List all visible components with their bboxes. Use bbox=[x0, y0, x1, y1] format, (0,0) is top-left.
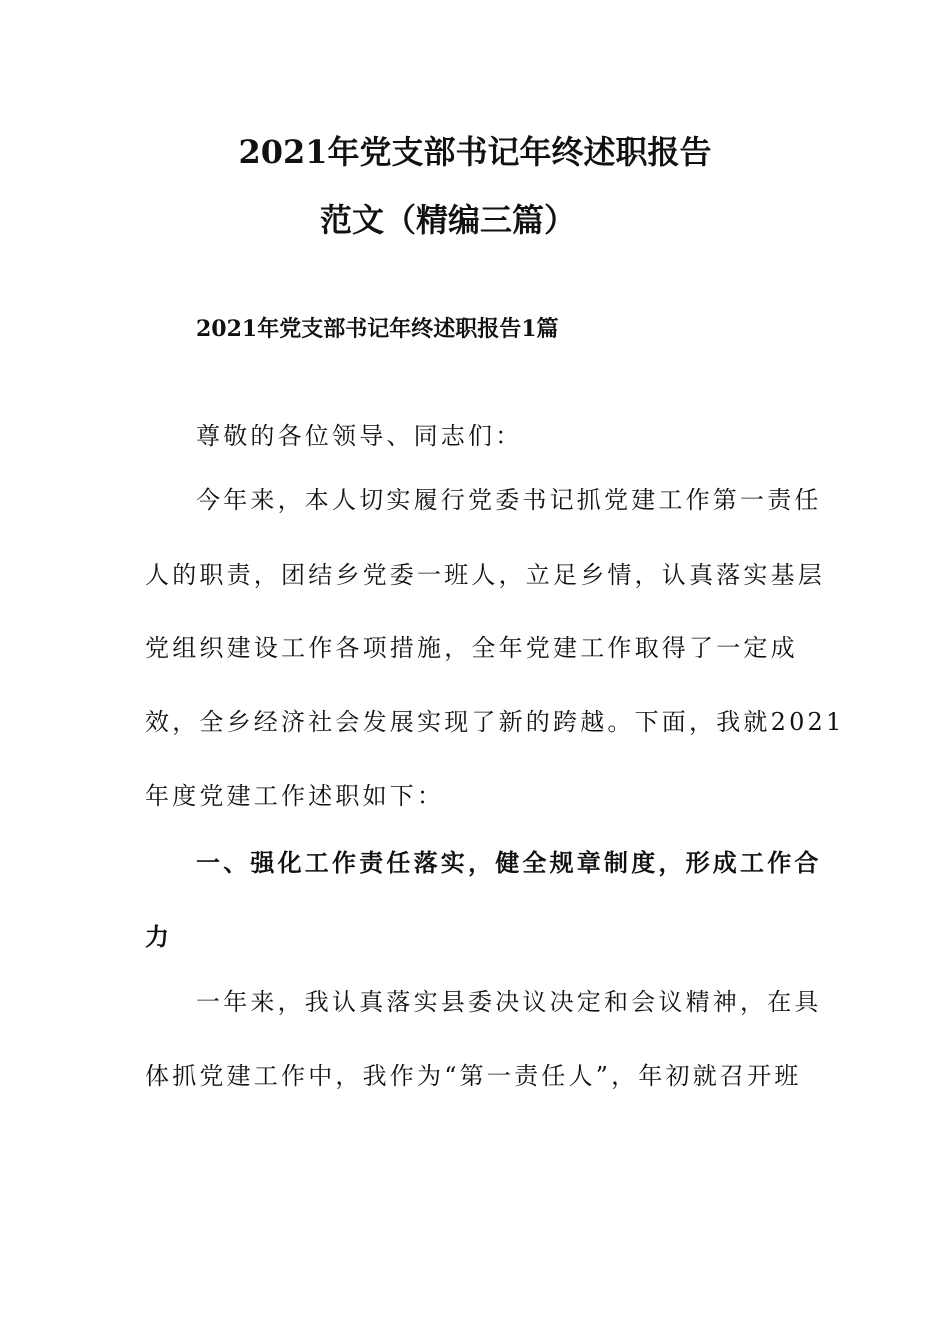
body-line-5: 年度党建工作述职如下： bbox=[145, 782, 445, 810]
body-line-1: 今年来，本人切实履行党委书记抓党建工作第一责任 bbox=[196, 486, 822, 514]
body-line-2: 人的职责，团结乡党委一班人，立足乡情，认真落实基层 bbox=[145, 561, 825, 589]
document-title-line-2: 范文（精编三篇） bbox=[319, 201, 576, 239]
body-line-7: 体抓党建工作中，我作为“第一责任人”，年初就召开班 bbox=[145, 1062, 802, 1090]
heading-1-line-2: 力 bbox=[145, 922, 173, 951]
salutation-line: 尊敬的各位领导、同志们： bbox=[196, 422, 523, 450]
heading-1-line-1: 一、强化工作责任落实，健全规章制度，形成工作合 bbox=[196, 848, 822, 877]
body-line-3: 党组织建设工作各项措施，全年党建工作取得了一定成 bbox=[145, 634, 798, 662]
body-line-6: 一年来，我认真落实县委决议决定和会议精神，在具 bbox=[196, 988, 822, 1016]
body-line-4: 效，全乡经济社会发展实现了新的跨越。下面，我就2021 bbox=[145, 708, 845, 736]
section-title: 2021年党支部书记年终述职报告1篇 bbox=[196, 316, 559, 342]
document-title-line-1: 2021年党支部书记年终述职报告 bbox=[238, 133, 712, 171]
